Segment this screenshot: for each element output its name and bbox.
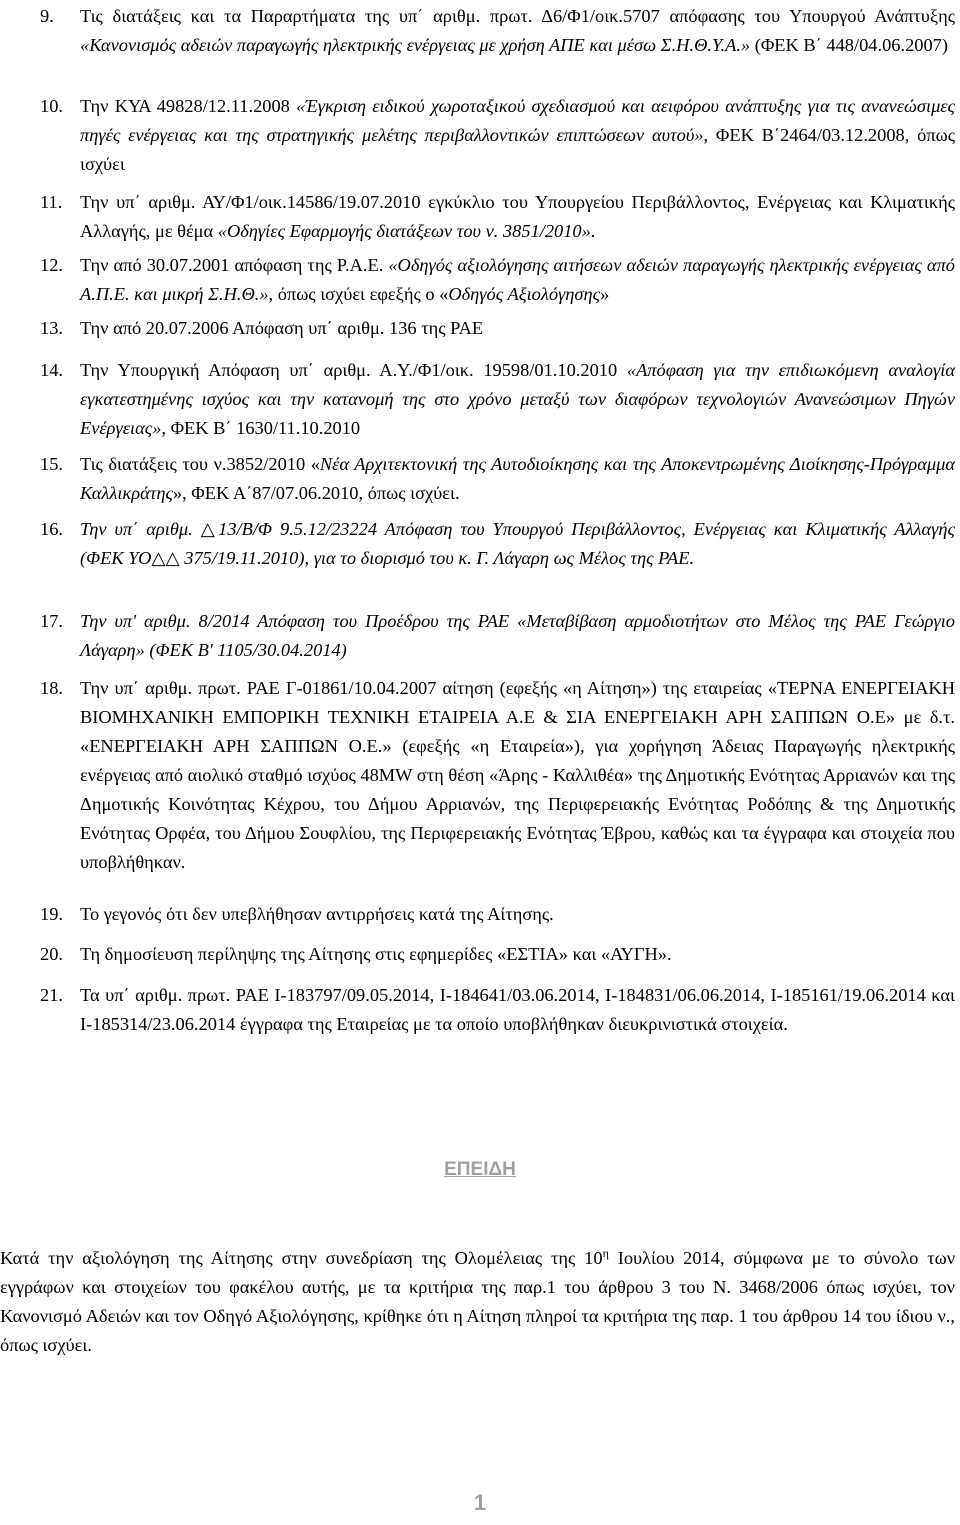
text-run: Τη δημοσίευση περίληψης της Αίτησης στις εφημερίδες «ΕΣΤΙΑ» και «ΑΥΓΗ».	[80, 944, 672, 964]
item-text	[80, 251, 955, 309]
item-text	[80, 92, 955, 179]
item-text	[80, 2, 955, 60]
text-run: «Έγκριση ειδικού χωροταξικού σχεδιασμού και αειφόρου ανάπτυξης για τις ανανεώσιμες πηγές ενέργειας και της στρατηγικής μελέτης περιβαλλοντικών επιπτώσεων αυτού»	[80, 96, 956, 145]
list-item	[0, 356, 955, 443]
text-run: Την υπ΄ αριθμ. ΑΥ/Φ1/οικ.14586/19.07.2010 εγκύκλιο του Υπουργείου Περιβάλλοντος, Ενέργειας και Κλιματικής Αλλαγής, με θέμα	[80, 192, 955, 241]
text-run: «Απόφαση για την επιδιωκόμενη αναλογία εγκατεστημένης ισχύος και την κατανομή της στο χρόνο μεταξύ των διαφόρων τεχνολογιών Ανανεώσιμων Πηγών Ενέργειας»	[80, 360, 956, 438]
paragraph-text: Ιουλίου 2014, σύμφωνα με το σύνολο των εγγράφων και στοιχείων του φακέλου αυτής, με τα κριτήρια της παρ.1 του άρθρου 3 του Ν. 3468/2006 όπως ισχύει, τον Κανονισμό Αδειών και τον Οδηγό Αξιολόγησης, κρίθηκε ότι η Αίτηση πληροί τα κριτήρια της παρ. 1 του άρθρου 14 του ίδιου ν., όπως ισχύει.	[0, 1248, 956, 1355]
list-item	[0, 900, 955, 929]
text-run: Τις διατάξεις και τα Παραρτήματα της υπ΄ αριθμ. πρωτ. Δ6/Φ1/οικ.5707 απόφασης του Υπουργού Ανάπτυξης	[80, 6, 955, 26]
list-item	[0, 607, 955, 665]
list-item	[0, 515, 955, 573]
page-number: 1	[473, 1490, 487, 1515]
text-run: Την από 20.07.2006 Απόφαση υπ΄ αριθμ. 136 της ΡΑΕ	[80, 318, 484, 338]
list-item	[0, 981, 955, 1039]
item-number: 20.	[40, 944, 63, 964]
item-text	[80, 900, 955, 929]
item-text	[80, 188, 955, 246]
text-run: »	[600, 284, 610, 304]
item-number: 12.	[40, 255, 63, 275]
text-run: Την υπ΄ αριθμ. △13/Β/Φ 9.5.12/23224 Απόφαση του Υπουργού Περιβάλλοντος, Ενέργειας και Κλιματικής Αλλαγής (ΦΕΚ ΥΟ△△ 375/19.11.2010), για το διορισμό του κ. Γ. Λάγαρη ως Μέλος της ΡΑΕ.	[80, 519, 955, 568]
text-run: Την από 30.07.2001 απόφαση της Ρ.Α.Ε.	[80, 255, 389, 275]
text-run: », ΦΕΚ Α΄87/07.06.2010, όπως ισχύει.	[172, 483, 460, 503]
item-number: 13.	[40, 318, 63, 338]
body-paragraph	[0, 1244, 955, 1360]
text-run: Τις διατάξεις του ν.3852/2010 «	[80, 454, 320, 474]
item-number: 17.	[40, 611, 63, 631]
list-item	[0, 188, 955, 246]
item-text	[80, 314, 955, 343]
item-text	[80, 674, 955, 877]
item-text	[80, 940, 955, 969]
text-run: .	[590, 221, 596, 241]
text-run: , ΦΕΚ Β΄ 1630/11.10.2010	[161, 418, 361, 438]
list-item	[0, 92, 955, 179]
text-run: Την υπ΄ αριθμ. πρωτ. ΡΑΕ Γ-01861/10.04.2007 αίτηση (εφεξής «η Αίτηση») της εταιρείας «ΤΕΡΝΑ ΕΝΕΡΓΕΙΑΚΗ ΒΙΟΜΗΧΑΝΙΚΗ ΕΜΠΟΡΙΚΗ ΤΕΧΝΙΚΗ ΕΤΑΙΡΕΙΑ Α.Ε & ΣΙΑ ΕΝΕΡΓΕΙΑΚΗ ΑΡΗ ΣΑΠΠΩΝ Ο.Ε» με δ.τ. «ΕΝΕΡΓΕΙΑΚΗ ΑΡΗ ΣΑΠΠΩΝ Ο.Ε.» (εφεξής «η Εταιρεία»), για χορήγηση Άδειας Παραγωγής ηλεκτρικής ενέργειας από αιολικό σταθμό ισχύος 48MW στη θέση «Άρης - Καλλιθέα» της Δημοτικής Ενότητας Αρριανών και της Δημοτικής Κοινότητας Κέχρου, του Δήμου Αρριανών, της Περιφερειακής Ενότητας Ροδόπης & της Δημοτικής Ενότητας Ορφέα, του Δήμου Σουφλίου, της Περιφερειακής Ενότητας Έβρου, καθώς και τα έγγραφα και στοιχεία που υποβλήθηκαν.	[80, 678, 955, 872]
text-run: , ΦΕΚ Β΄2464/03.12.2008, όπως ισχύει	[80, 125, 955, 174]
item-number: 14.	[40, 360, 63, 380]
list-item	[0, 674, 955, 877]
text-run: «Οδηγός αξιολόγησης αιτήσεων αδειών παραγωγής ηλεκτρικής ενέργειας από Α.Π.Ε. και μικρή Σ.Η.Θ.»	[80, 255, 955, 304]
text-run: Την Υπουργική Απόφαση υπ΄ αριθμ. Α.Υ./Φ1/οικ. 19598/01.10.2010	[80, 360, 627, 380]
section-heading: ΕΠΕΙΔΗ	[444, 1159, 516, 1180]
text-run: «Οδηγίες Εφαρμογής διατάξεων του ν. 3851/2010»	[217, 221, 591, 241]
list-item	[0, 2, 955, 60]
text-run: Οδηγός Αξιολόγησης	[448, 284, 601, 304]
item-text	[80, 607, 955, 665]
item-number: 18.	[40, 678, 63, 698]
text-run: (ΦΕΚ Β΄ 448/04.06.2007)	[750, 35, 948, 55]
text-run: Το γεγονός ότι δεν υπεβλήθησαν αντιρρήσεις κατά της Αίτησης.	[80, 904, 554, 924]
item-number: 9.	[40, 6, 54, 26]
superscript: η	[602, 1245, 609, 1260]
item-text	[80, 515, 955, 573]
list-item	[0, 450, 955, 508]
item-text	[80, 356, 955, 443]
item-text	[80, 981, 955, 1039]
text-run: «Κανονισμός αδειών παραγωγής ηλεκτρικής ενέργειας με χρήση ΑΠΕ και μέσω Σ.Η.Θ.Υ.Α.»	[80, 35, 751, 55]
text-run: Νέα Αρχιτεκτονική της Αυτοδιοίκησης και της Αποκεντρωμένης Διοίκησης-Πρόγραμμα Καλλικράτης	[80, 454, 956, 503]
paragraph-text: Κατά την αξιολόγηση της Αίτησης στην συνεδρίαση της Ολομέλειας της 10	[0, 1248, 603, 1268]
item-text	[80, 450, 955, 508]
item-number: 19.	[40, 904, 63, 924]
text-run: , όπως ισχύει εφεξής ο «	[268, 284, 449, 304]
text-run: Τα υπ΄ αριθμ. πρωτ. ΡΑΕ Ι-183797/09.05.2014, Ι-184641/03.06.2014, Ι-184831/06.06.2014, Ι-185161/19.06.2014 και Ι-185314/23.06.2014 έγγραφα της Εταιρείας με τα οποίο υποβλήθηκαν διευκρινιστικά στοιχεία.	[80, 985, 955, 1034]
item-number: 11.	[40, 192, 63, 212]
item-number: 16.	[40, 519, 63, 539]
list-item	[0, 314, 955, 343]
list-item	[0, 251, 955, 309]
text-run: Την ΚΥΑ 49828/12.11.2008	[80, 96, 297, 116]
item-number: 21.	[40, 985, 63, 1005]
item-number: 15.	[40, 454, 63, 474]
item-number: 10.	[40, 96, 63, 116]
text-run: Την υπ' αριθμ. 8/2014 Απόφαση του Προέδρου της ΡΑΕ «Μεταβίβαση αρμοδιοτήτων στο Μέλος της ΡΑΕ Γεώργιο Λάγαρη» (ΦΕΚ Β' 1105/30.04.2014)	[80, 611, 955, 660]
list-item	[0, 940, 955, 969]
